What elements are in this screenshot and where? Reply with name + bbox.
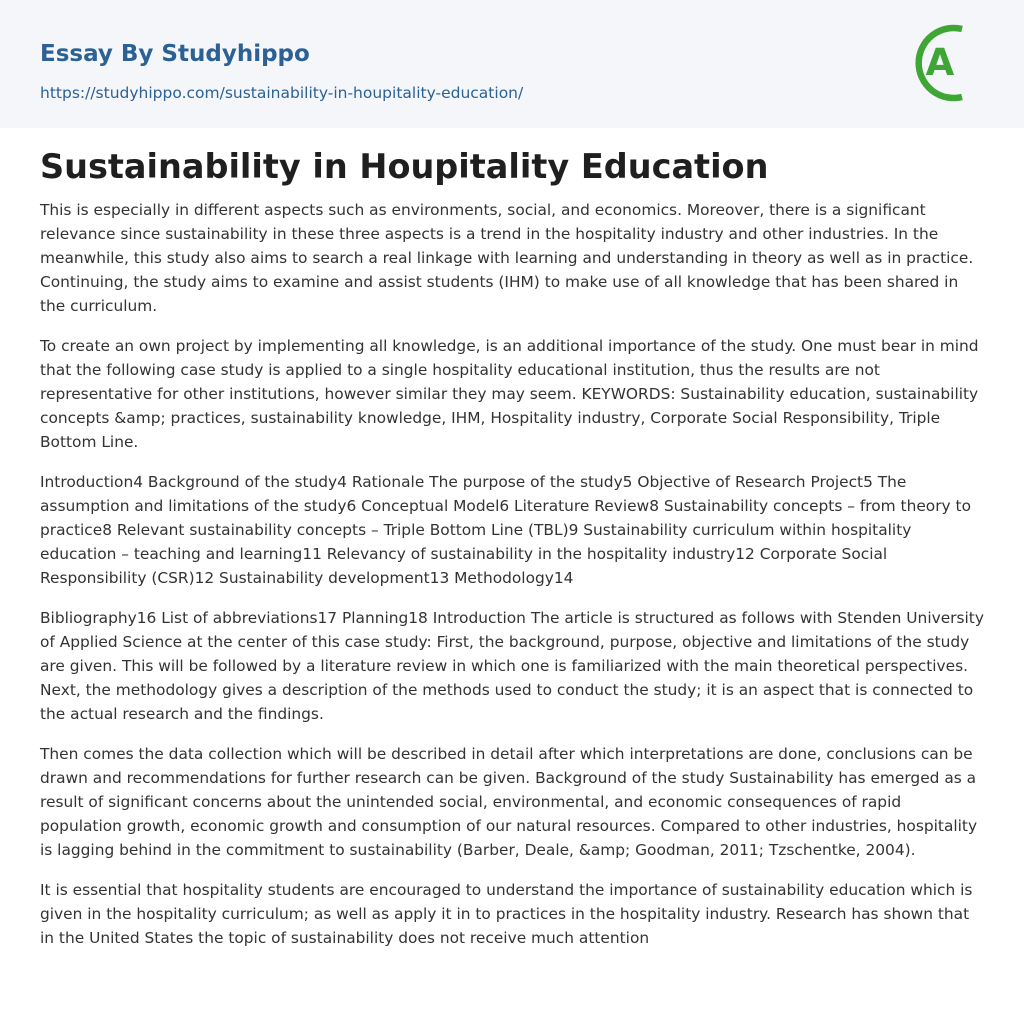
essay-paragraph: This is especially in different aspects such as environments, social, and economics. Moreover, there is a significant relevance since sustainability in these three aspects is a trend in the hospitality industry and other industries. In the meanwhile, this study also aims to search a real linkage with learning and understanding in theory as well as in practice. Continuing, the study aims to examine and assist students (IHM) to make use of all knowledge that has been shared in the curriculum. — [40, 201, 974, 315]
essay-title: Sustainability in Houpitality Education — [40, 147, 769, 186]
essay-paragraph: It is essential that hospitality students are encouraged to understand the importance of sustainability education which is given in the hospitality curriculum; as well as apply it in to practices in the hospitality industry. Research has shown that in the United States the topic of sustainability does not receive much attention — [40, 881, 973, 947]
essay-content — [40, 143, 984, 966]
essay-paragraph: Bibliography16 List of abbreviations17 Planning18 Introduction The article is structured as follows with Stenden University of Applied Science at the center of this case study: First, the background, purpose, objective and limitations of the study are given. This will be followed by a literature review in which one is familiarized with the main theoretical perspectives. Next, the methodology gives a description of the methods used to conduct the study; it is an aspect that is connected to the actual research and the findings. — [40, 609, 984, 723]
source-url-link[interactable]: https://studyhippo.com/sustainability-in-houpitality-education/ — [40, 84, 524, 102]
essay-paragraph: Introduction4 Background of the study4 Rationale The purpose of the study5 Objective of Research Project5 The assumption and limitations of the study6 Conceptual Model6 Literature Review8 Sustainability concepts – from theory to practice8 Relevant sustainability concepts – Triple Bottom Line (TBL)9 Sustainability curriculum within hospitality education – teaching and learning11 Relevancy of sustainability in the hospitality industry12 Corporate Social Responsibility (CSR)12 Sustainability development13 Methodology14 — [40, 473, 972, 587]
studyhippo-logo-icon[interactable] — [914, 20, 986, 106]
essay-paragraph: Then comes the data collection which will be described in detail after which interpretations are done, conclusions can be drawn and recommendations for further research can be given. Background of the study Sustainability has emerged as a result of significant concerns about the unintended social, environmental, and economic consequences of rapid population growth, economic growth and consumption of our natural resources. Compared to other industries, hospitality is lagging behind in the commitment to sustainability (Barber, Deale, &amp; Goodman, 2011; Tzschentke, 2004). — [40, 745, 978, 859]
essay-paragraph: To create an own project by implementing all knowledge, is an additional importance of the study. One must bear in mind that the following case study is applied to a single hospitality educational institution, thus the results are not representative for other institutions, however similar they may seem. KEYWORDS: Sustainability education, sustainability concepts &amp; practices, sustainability knowledge, IHM, Hospitality industry, Corporate Social Responsibility, Triple Bottom Line. — [40, 337, 979, 451]
site-header — [0, 0, 1024, 128]
brand-title[interactable]: Essay By Studyhippo — [40, 41, 310, 67]
logo-letter: A — [925, 41, 955, 84]
